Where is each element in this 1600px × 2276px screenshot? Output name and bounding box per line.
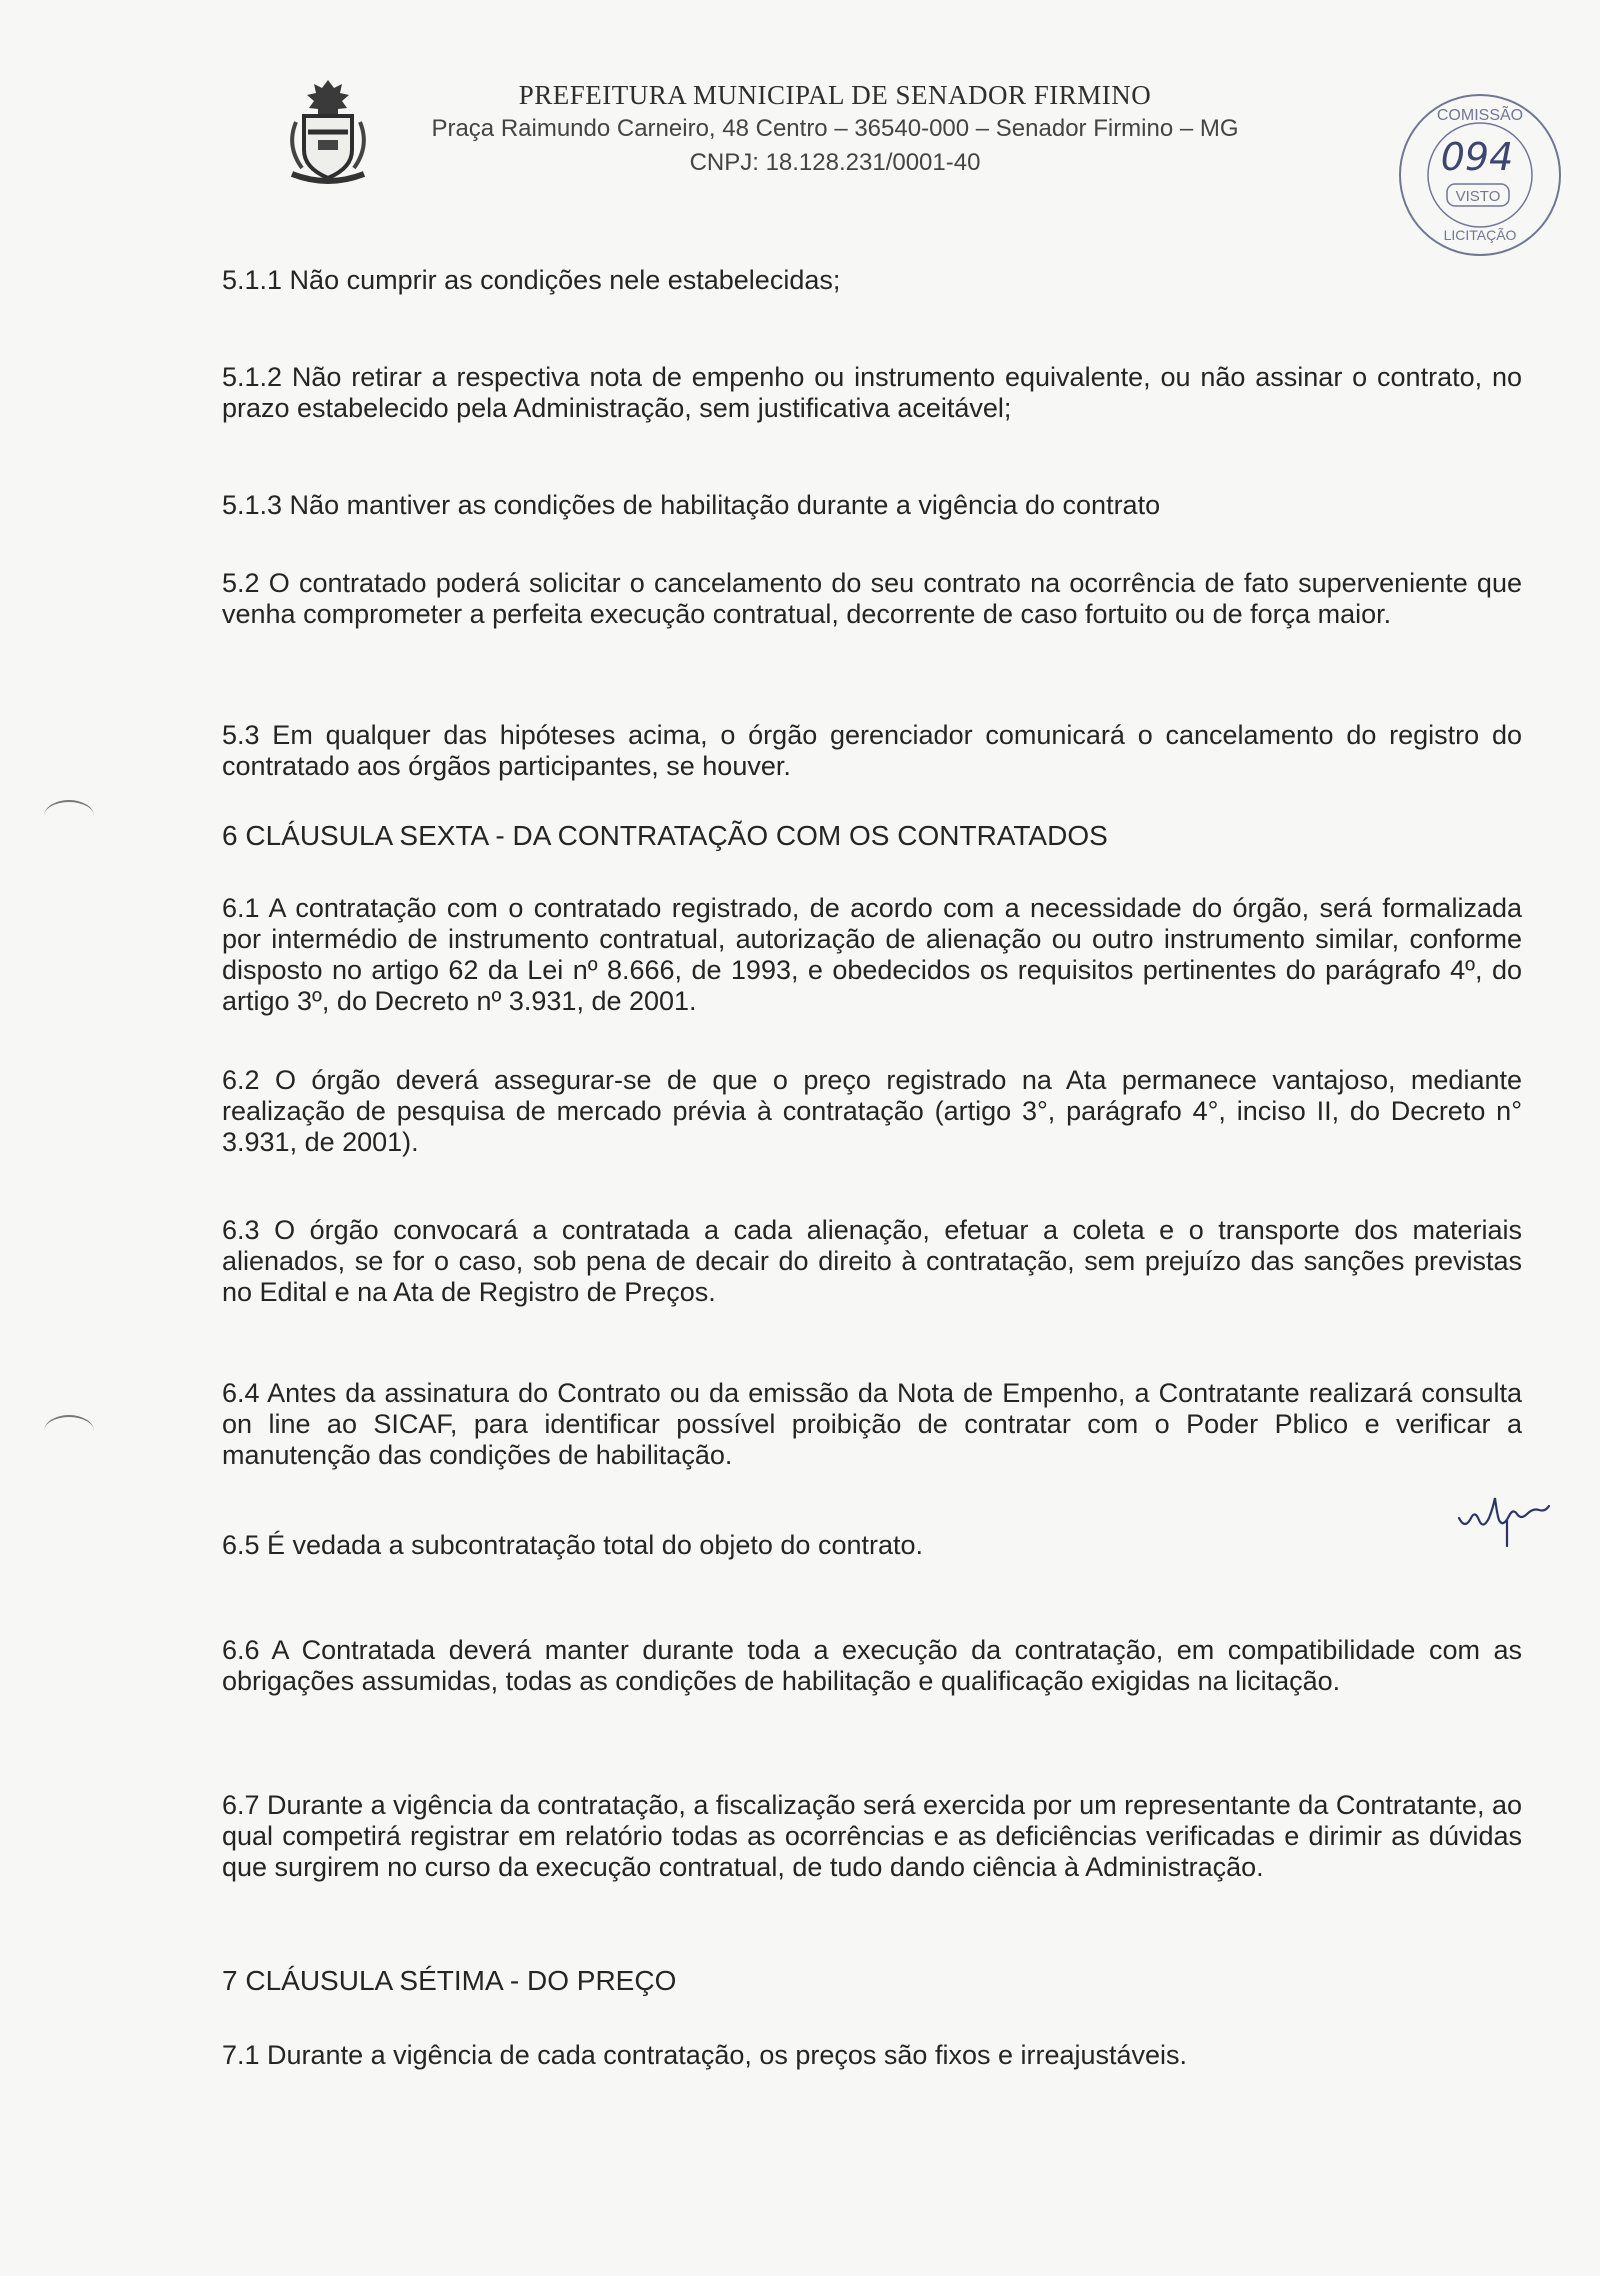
stamp-top-text: COMISSÃO xyxy=(1436,107,1524,124)
commission-stamp-icon xyxy=(1395,90,1565,260)
punch-hole-mark xyxy=(44,800,94,832)
clause-6-3: 6.3 O órgão convocará a contratada a cada alienação, efetuar a coleta e o transporte dos materiais alienados, se for o caso, sob pena de decair do direito à contratação, sem prejuízo das sanções previstas no Edital e na Ata de Registro de Preços. xyxy=(222,1215,1522,1307)
stamp-bottom-text: LICITAÇÃO xyxy=(1443,227,1517,243)
municipal-coat-of-arms-icon xyxy=(282,76,374,186)
clause-5-3: 5.3 Em qualquer das hipóteses acima, o órgão gerenciador comunicará o cancelamento do registro do contratado aos órgãos participantes, se houver. xyxy=(222,720,1522,781)
clause-6-5: 6.5 É vedada a subcontratação total do objeto do contrato. xyxy=(222,1530,923,1560)
section-heading-7: 7 CLÁUSULA SÉTIMA - DO PREÇO xyxy=(222,1965,677,1996)
punch-hole-mark xyxy=(44,1415,94,1447)
section-heading-6: 6 CLÁUSULA SEXTA - DA CONTRATAÇÃO COM OS CONTRATADOS xyxy=(222,820,1108,851)
handwritten-initials-icon xyxy=(1455,1490,1575,1550)
clause-6-7: 6.7 Durante a vigência da contratação, a fiscalização será exercida por um representante da Contratante, ao qual competirá registrar em relatório todas as ocorrências e as deficiências verificadas e dirimir as dúvidas que surgirem no curso da execução contratual, de tudo dando ciência à Administração. xyxy=(222,1790,1522,1882)
clause-5-1-2: 5.1.2 Não retirar a respectiva nota de empenho ou instrumento equivalente, ou não assinar o contrato, no prazo estabelecido pela Administração, sem justificativa aceitável; xyxy=(222,362,1522,423)
stamp-visto: VISTO xyxy=(1455,188,1501,205)
clause-6-6: 6.6 A Contratada deverá manter durante toda a execução da contratação, em compatibilidade com as obrigações assumidas, todas as condições de habilitação e qualificação exigidas na licitação. xyxy=(222,1635,1522,1696)
letterhead-text xyxy=(420,80,1250,177)
municipality-cnpj: CNPJ: 18.128.231/0001-40 xyxy=(689,149,981,176)
clause-5-1-1: 5.1.1 Não cumprir as condições nele estabelecidas; xyxy=(222,265,841,295)
stamp-page-number: 094 xyxy=(1440,135,1514,179)
clause-6-2: 6.2 O órgão deverá assegurar-se de que o preço registrado na Ata permanece vantajoso, mediante realização de pesquisa de mercado prévia à contratação (artigo 3°, parágrafo 4°, inciso II, do Decreto n° 3.931, de 2001). xyxy=(222,1065,1522,1157)
clause-7-1: 7.1 Durante a vigência de cada contratação, os preços são fixos e irreajustáveis. xyxy=(222,2040,1188,2070)
letterhead xyxy=(0,62,1600,243)
clause-6-1: 6.1 A contratação com o contratado registrado, de acordo com a necessidade do órgão, será formalizada por intermédio de instrumento contratual, autorização de alienação ou outro instrumento similar, conforme disposto no artigo 62 da Lei nº 8.666, de 1993, e obedecidos os requisitos pertinentes do parágrafo 4º, do artigo 3º, do Decreto nº 3.931, de 2001. xyxy=(222,893,1522,1016)
municipality-address: Praça Raimundo Carneiro, 48 Centro – 36540-000 – Senador Firmino – MG xyxy=(431,115,1239,142)
clause-5-1-3: 5.1.3 Não mantiver as condições de habilitação durante a vigência do contrato xyxy=(222,490,1161,520)
clause-6-4: 6.4 Antes da assinatura do Contrato ou da emissão da Nota de Empenho, a Contratante realizará consulta on line ao SICAF, para identificar possível proibição de contratar com o Poder Pblico e verificar a manutenção das condições de habilitação. xyxy=(222,1378,1522,1470)
municipality-title: PREFEITURA MUNICIPAL DE SENADOR FIRMINO xyxy=(518,80,1152,110)
clause-5-2: 5.2 O contratado poderá solicitar o cancelamento do seu contrato na ocorrência de fato superveniente que venha comprometer a perfeita execução contratual, decorrente de caso fortuito ou de força maior. xyxy=(222,568,1522,629)
